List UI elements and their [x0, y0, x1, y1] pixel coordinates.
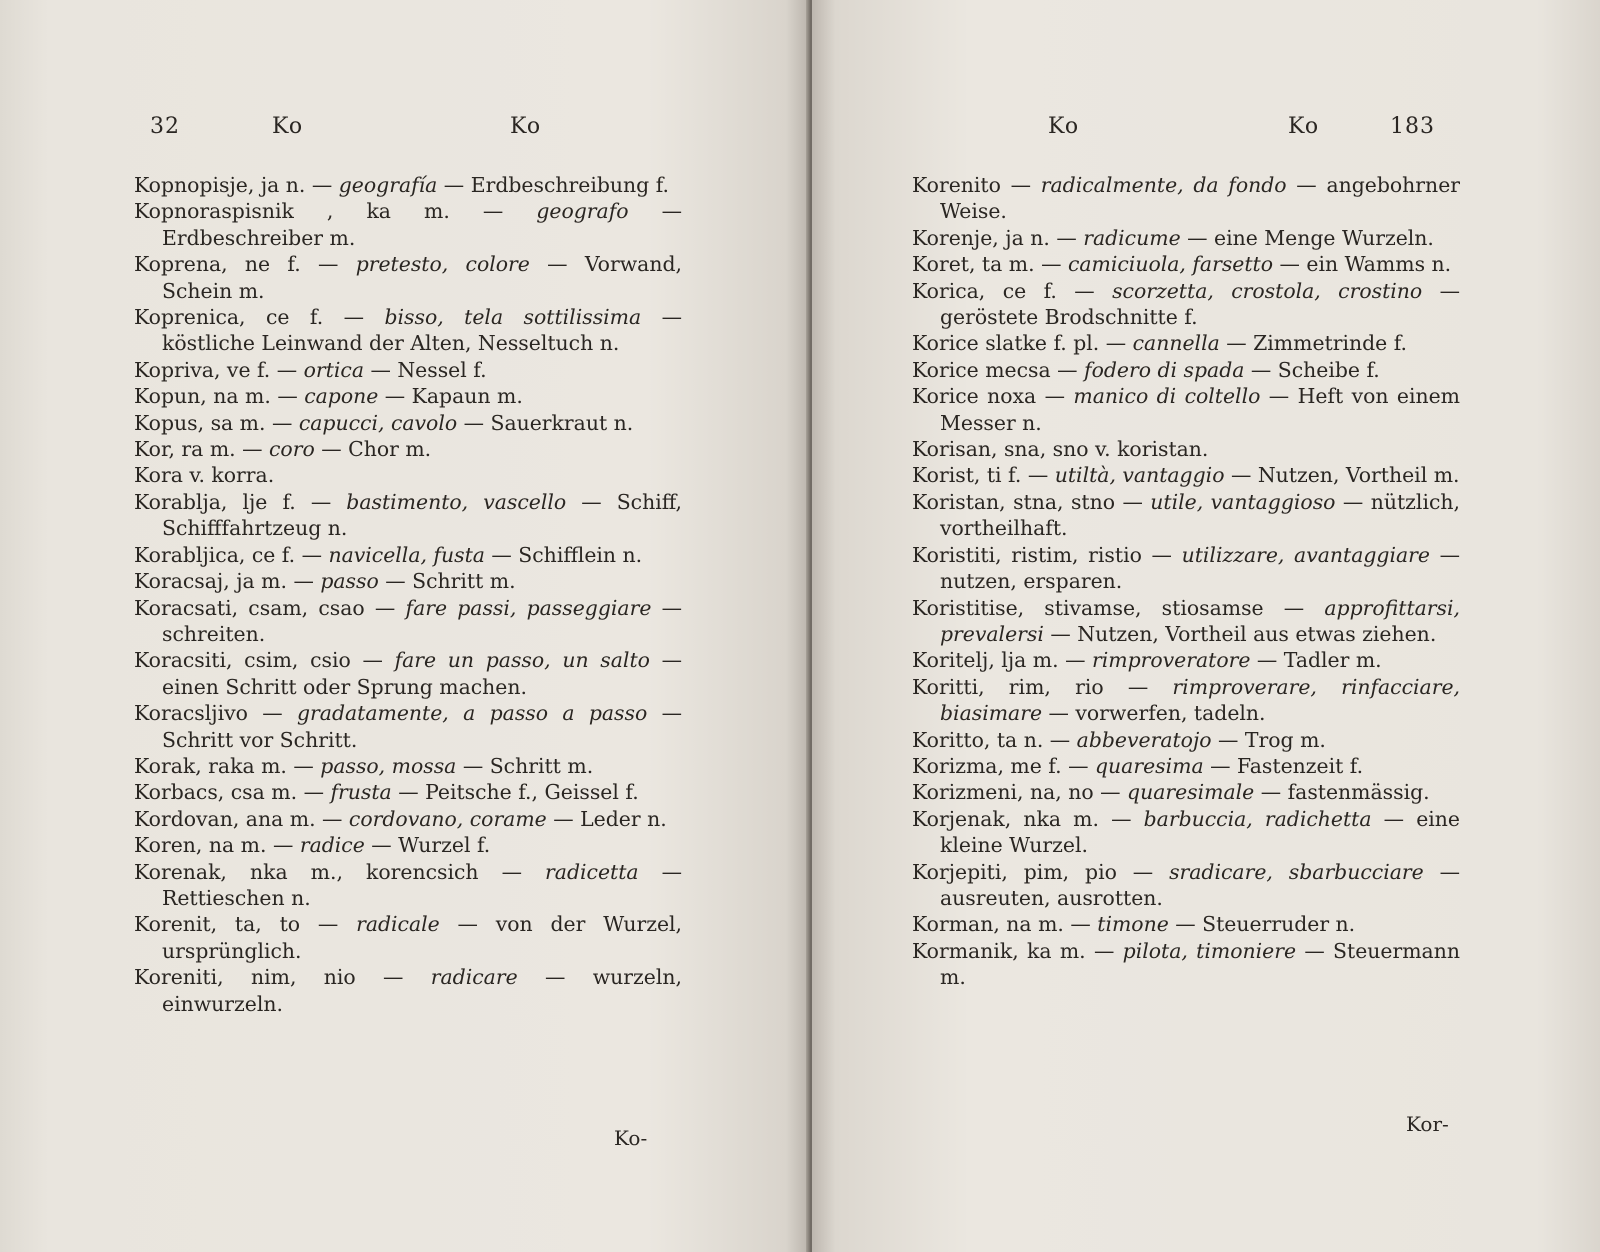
dictionary-entry: Korice noxa — manico di coltello — Heft von einem Messer n.: [912, 384, 1461, 435]
entry-german: Sauerkraut n.: [490, 410, 634, 435]
entry-headword: Koristiti, ristim, ristio: [912, 542, 1142, 567]
entry-german: Heft von einem Messer n.: [940, 384, 1461, 435]
entry-headword: Koracsljivo: [134, 701, 248, 726]
dictionary-entry: [134, 462, 682, 488]
entry-german: Kapaun m.: [411, 384, 523, 409]
entry-italian: cordovano, corame: [348, 806, 547, 831]
dictionary-entry: Korjepiti, pim, pio — sradicare, sbarbucciare — ausreuten, ausrotten.: [912, 859, 1460, 910]
entry-italian: pretesto, colore: [355, 252, 530, 277]
entry-german: Schifflein n.: [518, 542, 643, 567]
entry-headword: Korak, raka m.: [134, 753, 287, 778]
entry-german: Scheibe f.: [1277, 357, 1380, 382]
entry-german: Erdbeschreibung f.: [470, 173, 669, 197]
entry-italian: radicume: [1083, 225, 1181, 250]
entry-headword: Koritelj, lja m.: [912, 648, 1059, 673]
dictionary-entry: Koristiti, ristim, ristio — utilizzare, avantaggiare — nutzen, ersparen.: [912, 542, 1461, 594]
entry-italian: radice: [299, 833, 365, 858]
dictionary-entries: [134, 172, 682, 1017]
entry-italian: gradatamente, a passo a passo: [296, 701, 648, 726]
entry-german: eine kleine Wurzel.: [940, 806, 1460, 858]
dictionary-entry: Korbacs, csa m. — frusta — Peitsche f., Geissel f.: [134, 780, 639, 805]
entry-italian: camiciuola, farsetto: [1067, 252, 1274, 277]
entry-german: Wurzel f.: [398, 833, 491, 858]
entry-headword: Korenit, ta, to: [134, 912, 301, 937]
entry-headword: Korice mecsa: [912, 357, 1051, 382]
dictionary-entry: Koracsljivo — gradatamente, a passo a passo — Schritt vor Schritt.: [134, 701, 682, 752]
dictionary-entry: Korice mecsa — fodero di spada — Scheibe f.: [912, 357, 1380, 382]
running-head-right: Ko: [510, 114, 542, 139]
entry-german: wurzeln, einwurzeln.: [162, 965, 682, 1016]
entry-italian: cannella: [1132, 331, 1220, 356]
entry-headword: Koprena, ne f.: [134, 252, 301, 277]
entry-italian: barbuccia, radichetta: [1143, 806, 1372, 831]
entry-german: ein Wamms n.: [1306, 252, 1452, 277]
left-page-header: [150, 114, 550, 146]
entry-headword: Korablja, lje f.: [134, 489, 296, 514]
entry-german: vorwerfen, tadeln.: [1075, 701, 1266, 726]
entry-italian: coro: [269, 437, 315, 462]
entry-headword: Koren, na m.: [134, 833, 267, 858]
entry-headword: Korenito: [912, 173, 1001, 197]
entry-german: geröstete Brodschnitte f.: [940, 305, 1198, 330]
entry-italian: fare un passo, un salto: [394, 648, 650, 673]
entry-headword: Kordovan, ana m.: [134, 806, 316, 831]
entry-italian: timone: [1097, 912, 1169, 937]
entry-german: Steuerruder n.: [1202, 912, 1356, 937]
entry-italian: geografo: [536, 199, 629, 224]
entry-headword: Kopnopisje, ja n.: [134, 173, 306, 197]
dictionary-entry: Koristan, stna, stno — utile, vantaggioso — nützlich, vortheilhaft.: [912, 489, 1460, 541]
dictionary-entry: Kordovan, ana m. — cordovano, corame — Leder n.: [134, 806, 667, 831]
dictionary-entry: Koristitise, stivamse, stiosamse — approfittarsi, prevalersi — Nutzen, Vortheil aus etwas ziehen.: [912, 595, 1461, 646]
entry-german: von der Wurzel, ursprünglich.: [162, 912, 683, 963]
entry-italian: scorzetta, crostola, crostino: [1112, 278, 1423, 303]
dictionary-entry: Korenak, nka m., korencsich — radicetta — Rettieschen n.: [134, 859, 683, 910]
right-page-header: [1048, 114, 1468, 146]
entry-headword: Korjepiti, pim, pio: [912, 859, 1117, 884]
entry-italian: ortica: [303, 357, 364, 382]
entry-italian: utiltà, vantaggio: [1054, 463, 1225, 488]
entry-headword: Korice slatke f. pl.: [912, 331, 1100, 356]
entry-italian: frusta: [330, 780, 392, 805]
entry-headword: Korabljica, ce f.: [134, 542, 296, 567]
entry-german: Fastenzeit f.: [1236, 753, 1364, 778]
entry-italian: rimproveratore: [1091, 648, 1251, 673]
running-head-left: Ko: [1048, 114, 1080, 139]
dictionary-entry: Korablja, lje f. — bastimento, vascello — Schiff, Schifffahrtzeug n.: [134, 489, 682, 541]
entry-italian: approfittarsi, prevalersi: [940, 595, 1461, 646]
dictionary-entries: [912, 172, 1460, 991]
entry-german: Trog m.: [1244, 727, 1326, 752]
entry-german: fastenmässig.: [1287, 780, 1430, 805]
dictionary-entry: Koracsati, csam, csao — fare passi, passeggiare — schreiten.: [134, 595, 683, 646]
right-page: [812, 0, 1600, 1252]
catchword: Ko-: [614, 1126, 648, 1150]
entry-headword: Koracsiti, csim, csio: [134, 648, 351, 673]
entry-italian: pilota, timoniere: [1122, 938, 1297, 963]
entry-german: köstliche Leinwand der Alten, Nesseltuch n.: [162, 331, 620, 356]
page-number: 183: [1390, 114, 1435, 139]
entry-italian: manico di coltello: [1073, 384, 1261, 409]
dictionary-entry: Koren, na m. — radice — Wurzel f.: [134, 833, 491, 858]
entry-headword: Korenak, nka m., korencsich: [134, 859, 479, 884]
dictionary-entry: Korist, ti f. — utiltà, vantaggio — Nutzen, Vortheil m.: [912, 463, 1460, 488]
entry-italian: bastimento, vascello: [346, 489, 567, 514]
entry-headword: Koreniti, nim, nio: [134, 965, 356, 990]
dictionary-entry: Korenito — radicalmente, da fondo — angebohrner Weise.: [912, 173, 1461, 224]
entry-german: eine Menge Wurzeln.: [1214, 225, 1434, 250]
entry-italian: utilizzare, avantaggiare: [1181, 542, 1430, 567]
dictionary-entry: Korizmeni, na, no — quaresimale — fastenmässig.: [912, 780, 1430, 805]
dictionary-entry: Korak, raka m. — passo, mossa — Schritt m.: [134, 753, 594, 778]
dictionary-entry: Korabljica, ce f. — navicella, fusta — Schifflein n.: [134, 542, 643, 567]
entry-german: Chor m.: [348, 437, 432, 462]
entry-headword: Koristitise, stivamse, stiosamse: [912, 595, 1264, 620]
dictionary-entry: Kopun, na m. — capone — Kapaun m.: [134, 384, 523, 409]
dictionary-entry: Koritto, ta n. — abbeveratojo — Trog m.: [912, 727, 1326, 752]
dictionary-entry: Koret, ta m. — camiciuola, farsetto — ein Wamms n.: [912, 252, 1452, 277]
entry-italian: bisso, tela sottilissima: [384, 305, 642, 330]
entry-headword: Kora v. korra.: [134, 463, 275, 488]
entry-german: einen Schritt oder Sprung machen.: [162, 674, 527, 699]
entry-headword: Korisan, sna, sno v. koristan.: [912, 437, 1209, 462]
entry-headword: Korjenak, nka m.: [912, 806, 1099, 831]
entry-german: Rettieschen n.: [162, 885, 311, 910]
dictionary-entry: Kor, ra m. — coro — Chor m.: [134, 437, 432, 462]
dictionary-entry: Koracsaj, ja m. — passo — Schritt m.: [134, 569, 516, 594]
entry-headword: Korice noxa: [912, 384, 1037, 409]
dictionary-entry: Kopnopisje, ja n. — geografía — Erdbeschreibung f.: [134, 173, 669, 197]
entry-headword: Koracsaj, ja m.: [134, 569, 287, 594]
entry-german: Zimmetrinde f.: [1253, 331, 1408, 356]
entry-german: Schritt m.: [412, 569, 516, 594]
entry-german: Schritt vor Schritt.: [162, 727, 358, 752]
entry-headword: Kor, ra m.: [134, 437, 236, 462]
entry-headword: Korman, na m.: [912, 912, 1064, 937]
entry-italian: capone: [304, 384, 379, 409]
entry-italian: radicale: [356, 912, 440, 937]
page-number: 32: [150, 114, 180, 139]
entry-headword: Kopriva, ve f.: [134, 357, 271, 382]
entry-italian: fodero di spada: [1084, 357, 1245, 382]
dictionary-entry: Kormanik, ka m. — pilota, timoniere — Steuermann m.: [912, 938, 1460, 990]
entry-german: Nutzen, Vortheil aus etwas ziehen.: [1077, 621, 1437, 646]
entry-headword: Kopnoraspisnik , ka m.: [134, 199, 450, 224]
entry-italian: abbeveratojo: [1076, 727, 1212, 752]
entry-italian: quaresimale: [1127, 780, 1255, 805]
entry-italian: passo: [320, 569, 379, 594]
entry-headword: Korist, ti f.: [912, 463, 1022, 488]
entry-italian: quaresima: [1094, 753, 1204, 778]
entry-german: Peitsche f., Geissel f.: [425, 780, 639, 805]
entry-headword: Kopun, na m.: [134, 384, 271, 409]
entry-headword: Korizmeni, na, no: [912, 780, 1094, 805]
entry-german: nutzen, ersparen.: [940, 569, 1123, 594]
entry-italian: fare passi, passeggiare: [405, 595, 652, 620]
entry-german: schreiten.: [162, 621, 266, 646]
entry-headword: Kopus, sa m.: [134, 410, 266, 435]
dictionary-entry: Kopus, sa m. — capucci, cavolo — Sauerkraut n.: [134, 410, 634, 435]
entry-german: Schritt m.: [489, 753, 594, 778]
entry-italian: radicare: [430, 965, 518, 990]
entry-german: angebohrner Weise.: [940, 173, 1461, 224]
dictionary-entry: Koreniti, nim, nio — radicare — wurzeln, einwurzeln.: [134, 965, 682, 1016]
entry-italian: geografía: [338, 173, 438, 197]
entry-italian: rimproverare, rinfacciare, biasimare: [940, 674, 1460, 726]
dictionary-entry: Korice slatke f. pl. — cannella — Zimmetrinde f.: [912, 331, 1408, 356]
dictionary-entry: Korizma, me f. — quaresima — Fastenzeit f.: [912, 753, 1364, 778]
entry-headword: Korenje, ja n.: [912, 225, 1050, 250]
entry-german: Erdbeschreiber m.: [162, 225, 356, 250]
entry-german: Vorwand, Schein m.: [162, 252, 682, 303]
entry-headword: Koracsati, csam, csao: [134, 595, 365, 620]
dictionary-entry: [912, 436, 1460, 462]
dictionary-entry: Koprenica, ce f. — bisso, tela sottilissima — köstliche Leinwand der Alten, Nesseltuch n.: [134, 305, 682, 356]
entry-german: Schiff, Schifffahrtzeug n.: [162, 489, 682, 541]
entry-german: nützlich, vortheilhaft.: [940, 489, 1460, 541]
entry-headword: Koret, ta m.: [912, 252, 1035, 277]
entry-headword: Korbacs, csa m.: [134, 780, 298, 805]
entry-german: Nessel f.: [397, 357, 487, 382]
entry-german: Nutzen, Vortheil m.: [1257, 463, 1460, 488]
entry-headword: Koristan, stna, stno: [912, 489, 1116, 514]
entry-italian: capucci, cavolo: [298, 410, 458, 435]
entry-italian: passo, mossa: [320, 753, 457, 778]
entry-headword: Korizma, me f.: [912, 753, 1062, 778]
entry-italian: navicella, fusta: [328, 542, 485, 567]
entry-italian: radicalmente, da fondo: [1040, 173, 1287, 197]
dictionary-entry: Koracsiti, csim, csio — fare un passo, un salto — einen Schritt oder Sprung machen.: [134, 648, 683, 699]
entry-italian: radicetta: [545, 859, 639, 884]
entry-headword: Koritto, ta n.: [912, 727, 1044, 752]
dictionary-entry: Kopriva, ve f. — ortica — Nessel f.: [134, 357, 487, 382]
dictionary-entry: Koprena, ne f. — pretesto, colore — Vorwand, Schein m.: [134, 252, 682, 303]
dictionary-entry: Koritti, rim, rio — rimproverare, rinfacciare, biasimare — vorwerfen, tadeln.: [912, 674, 1460, 726]
dictionary-entry: Korenit, ta, to — radicale — von der Wurzel, ursprünglich.: [134, 912, 683, 963]
entry-headword: Koritti, rim, rio: [912, 674, 1104, 699]
entry-italian: sradicare, sbarbucciare: [1169, 859, 1424, 884]
dictionary-entry: Korenje, ja n. — radicume — eine Menge Wurzeln.: [912, 225, 1434, 250]
dictionary-entry: Kopnoraspisnik , ka m. — geografo — Erdbeschreiber m.: [134, 199, 682, 250]
catchword: Kor-: [1406, 1112, 1449, 1136]
entry-german: Steuermann m.: [940, 938, 1460, 990]
entry-headword: Korica, ce f.: [912, 278, 1057, 303]
entry-german: Tadler m.: [1283, 648, 1382, 673]
entry-german: Leder n.: [580, 806, 667, 831]
entry-headword: Koprenica, ce f.: [134, 305, 324, 330]
dictionary-entry: Korman, na m. — timone — Steuerruder n.: [912, 912, 1356, 937]
running-head-right: Ko: [1288, 114, 1320, 139]
entry-headword: Kormanik, ka m.: [912, 938, 1086, 963]
entry-italian: utile, vantaggioso: [1150, 489, 1336, 514]
running-head-left: Ko: [272, 114, 304, 139]
dictionary-entry: Korjenak, nka m. — barbuccia, radichetta — eine kleine Wurzel.: [912, 806, 1460, 858]
dictionary-entry: Koritelj, lja m. — rimproveratore — Tadler m.: [912, 648, 1382, 673]
entry-german: ausreuten, ausrotten.: [940, 885, 1163, 910]
dictionary-entry: Korica, ce f. — scorzetta, crostola, crostino — geröstete Brodschnitte f.: [912, 278, 1461, 330]
